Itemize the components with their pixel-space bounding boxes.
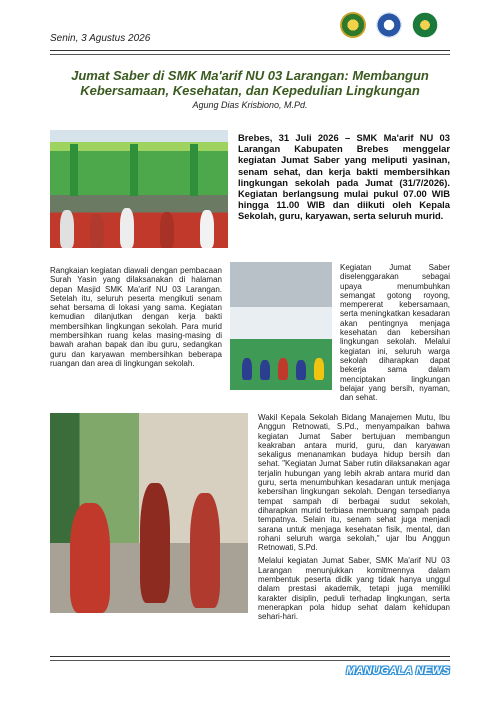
- article-title-line1: Jumat Saber di SMK Ma'arif NU 03 Larangan: Membangun: [71, 68, 429, 83]
- regency-logo-icon: [340, 12, 366, 38]
- article-paragraph-4: Melalui kegiatan Jumat Saber, SMK Ma'arif NU 03 Larangan menunjukkan komitmennya dalam membentuk peserta didik yang tidak hanya unggul dalam prestasi akademik, tetapi juga memiliki karakter disiplin, peduli terhadap lingkungan, serta menerapkan pola hidup sehat dalam kehidupan sehari-hari.: [258, 556, 450, 622]
- education-logo-icon: [376, 12, 402, 38]
- header-divider: [50, 50, 450, 51]
- photo-kerja-bakti: [50, 413, 248, 613]
- article-paragraph-3: Wakil Kepala Sekolah Bidang Manajemen Mutu, Ibu Anggun Retnowati, S.Pd., menyampaikan bahwa kegiatan Jumat Saber bertujuan membangun keakraban antara murid, guru, dan karyawan sekaligus menanamkan budaya hidup bersih dan sehat. "Kegiatan Jumat Saber rutin dilaksanakan agar terjalin hubungan yang lebih akrab antara murid dan guru, serta menumbuhkan kesadaran untuk menjaga kebersihan lingkungan sekolah. Dengan tersedianya tempat sampah di berbagai sudut sekolah, diharapkan murid terbiasa membuang sampah pada tempatnya. Selain itu, senam sehat juga menjadi sarana untuk menjaga kesehatan fisik, mental, dan rohani seluruh warga sekolah," ujar Ibu Anggun Retnowati, S.Pd.: [258, 413, 450, 553]
- footer-divider: [50, 656, 450, 657]
- brand-logo: MANUGALA NEWS: [346, 665, 450, 677]
- article-paragraph-1: Rangkaian kegiatan diawali dengan pembacaan Surah Yasin yang dilaksanakan di halaman depan Masjid SMK Ma'arif NU 03 Larangan. Setelah itu, seluruh peserta mengikuti senam sehat bersama di lokasi yang sama. Kegiatan kemudian dilanjutkan dengan kerja bakti membersihkan lingkungan sekolah. Para murid membersihkan ruang kelas masing-masing di bawah arahan bapak dan ibu guru, sedangkan guru dan karyawan membersihkan beberapa ruangan dan area di lingkungan sekolah.: [50, 266, 222, 368]
- nu-logo-icon: [412, 12, 438, 38]
- article-title-line2: Kebersamaan, Kesehatan, dan Kepedulian Lingkungan: [80, 83, 420, 98]
- publish-date: Senin, 3 Agustus 2026: [50, 33, 151, 44]
- footer-divider-thin: [50, 660, 450, 661]
- article-title: [50, 68, 450, 98]
- article-author: Agung Dias Krisbiono, M.Pd.: [192, 100, 308, 110]
- article-lead: Brebes, 31 Juli 2026 – SMK Ma'arif NU 03 Larangan Kabupaten Brebes menggelar kegiatan Jumat Saber yang meliputi yasinan, senam sehat, dan kerja bakti membersihkan lingkungan sekolah pada Jumat (31/7/2026). Kegiatan berlangsung mulai pukul 07.00 WIB hingga 11.00 WIB dan diikuti oleh Kepala Sekolah, guru, karyawan, serta seluruh murid.: [238, 132, 450, 222]
- article-paragraph-2: Kegiatan Jumat Saber diselenggarakan sebagai upaya menumbuhkan semangat gotong royong, mempererat kebersamaan, serta meningkatkan kesadaran akan pentingnya menjaga kesehatan dan kebersihan lingkungan sekolah. Melalui kegiatan ini, seluruh warga sekolah diharapkan dapat bekerja sama dalam menciptakan lingkungan belajar yang bersih, nyaman, dan sehat.: [340, 263, 450, 403]
- photo-yasinan-gathering: [50, 130, 228, 248]
- header-divider-thin: [50, 54, 450, 55]
- photo-senam-hall: [230, 262, 332, 390]
- article-paragraph-3-4: [258, 413, 450, 622]
